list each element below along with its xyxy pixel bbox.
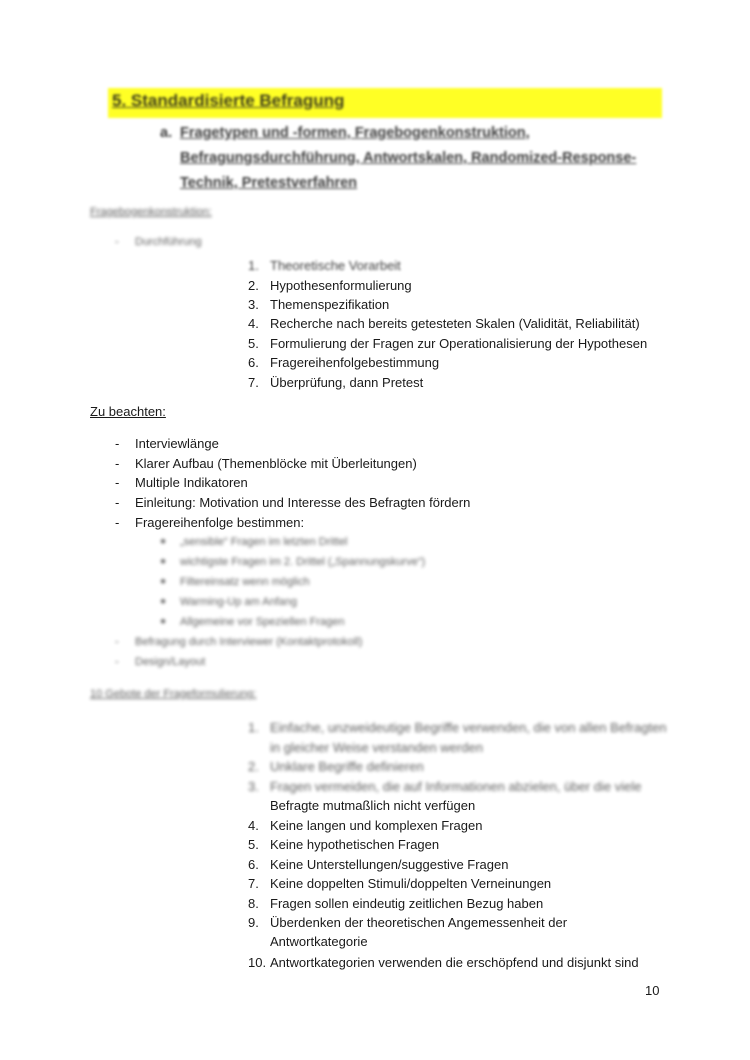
gebot-text: in gleicher Weise verstanden werden bbox=[270, 740, 483, 755]
step-text: Überprüfung, dann Pretest bbox=[270, 375, 424, 390]
dash-marker: - bbox=[115, 236, 119, 248]
bullet-marker: ● bbox=[160, 596, 167, 607]
step-number: 2. bbox=[248, 278, 259, 293]
beachten-item-text: Fragereihenfolge bestimmen: bbox=[135, 515, 305, 530]
step-text: Formulierung der Fragen zur Operationalisierung der Hypothesen bbox=[270, 336, 648, 351]
gebot-text: Fragen sollen eindeutig zeitlichen Bezug haben bbox=[270, 896, 544, 911]
step-text: Recherche nach bereits getesteten Skalen (Validität, Reliabilität) bbox=[270, 316, 640, 331]
gebot-number: 5. bbox=[248, 837, 259, 852]
gebot-number: 8. bbox=[248, 896, 259, 911]
dash-marker: - bbox=[115, 436, 120, 451]
gebot-number: 10. bbox=[248, 955, 267, 970]
step-number: 3. bbox=[248, 297, 259, 312]
gebot-number: 7. bbox=[248, 876, 259, 891]
gebote-label: 10 Gebote der Frageformulierung: bbox=[90, 688, 257, 700]
gebot-text: Keine langen und komplexen Fragen bbox=[270, 818, 483, 833]
heading-number: 5. bbox=[112, 91, 127, 110]
gebot-number: 9. bbox=[248, 915, 259, 930]
dash-marker: - bbox=[115, 456, 120, 471]
bullet-marker: ● bbox=[160, 536, 167, 547]
gebot-text: Überdenken der theoretischen Angemessenheit der bbox=[270, 915, 568, 930]
dash-marker: - bbox=[115, 515, 120, 530]
beachten-item-text: Einleitung: Motivation und Interesse des Befragten fördern bbox=[135, 495, 471, 510]
gebot-number: 3. bbox=[248, 779, 259, 794]
beachten-subitem-text: wichtigste Fragen im 2. Drittel („Spannungskurve“) bbox=[180, 556, 426, 568]
dash-marker: - bbox=[115, 495, 120, 510]
step-text: Themenspezifikation bbox=[270, 297, 390, 312]
page-number: 10 bbox=[645, 983, 660, 998]
dash-marker: - bbox=[115, 475, 120, 490]
fragebogen-label: Fragebogenkonstruktion: bbox=[90, 206, 212, 218]
beachten-subitem-text: Filtereinsatz wenn möglich bbox=[180, 576, 310, 588]
gebot-number: 6. bbox=[248, 857, 259, 872]
beachten-more-text: Design/Layout bbox=[135, 656, 206, 668]
subheading-text: Fragetypen und -formen, Fragebogenkonstruktion, Befragungsdurchführung, Antwortskalen, Randomized-Response-Technik, Pretestverfahren bbox=[180, 125, 637, 191]
dash-marker: - bbox=[115, 656, 119, 668]
beachten-subitem-text: Allgemeine vor Speziellen Fragen bbox=[180, 616, 345, 628]
beachten-label: Zu beachten: bbox=[90, 404, 166, 419]
step-number: 7. bbox=[248, 375, 259, 390]
dash-marker: - bbox=[115, 636, 119, 648]
step-text: Theoretische Vorarbeit bbox=[270, 258, 401, 273]
step-number: 6. bbox=[248, 355, 259, 370]
subheading bbox=[160, 121, 660, 196]
subheading-letter: a. bbox=[160, 125, 173, 141]
gebot-text: Unklare Begriffe definieren bbox=[270, 759, 424, 774]
gebot-text: Antwortkategorien verwenden die erschöpfend und disjunkt sind bbox=[270, 955, 639, 970]
durchfuehrung-label: Durchführung bbox=[135, 236, 202, 248]
gebot-number: 4. bbox=[248, 818, 259, 833]
step-number: 4. bbox=[248, 316, 259, 331]
beachten-more-text: Befragung durch Interviewer (Kontaktprotokoll) bbox=[135, 636, 363, 648]
step-text: Hypothesenformulierung bbox=[270, 278, 412, 293]
gebot-number: 1. bbox=[248, 720, 259, 735]
gebot-text: Keine Unterstellungen/suggestive Fragen bbox=[270, 857, 509, 872]
gebot-text: Antwortkategorie bbox=[270, 934, 368, 949]
gebot-text: Einfache, unzweideutige Begriffe verwenden, die von allen Befragten bbox=[270, 720, 667, 735]
step-number: 5. bbox=[248, 336, 259, 351]
beachten-item-text: Interviewlänge bbox=[135, 436, 219, 451]
beachten-item-text: Klarer Aufbau (Themenblöcke mit Überleitungen) bbox=[135, 456, 417, 471]
gebot-number: 2. bbox=[248, 759, 259, 774]
gebot-text: Fragen vermeiden, die auf Informationen abzielen, über die viele bbox=[270, 779, 642, 794]
bullet-marker: ● bbox=[160, 576, 167, 587]
gebot-text: Keine hypothetischen Fragen bbox=[270, 837, 440, 852]
step-number: 1. bbox=[248, 258, 259, 273]
beachten-subitem-text: Warming-Up am Anfang bbox=[180, 596, 297, 608]
bullet-marker: ● bbox=[160, 556, 167, 567]
section-heading bbox=[112, 91, 344, 111]
bullet-marker: ● bbox=[160, 616, 167, 627]
heading-title: Standardisierte Befragung bbox=[130, 91, 345, 110]
gebot-text: Befragte mutmaßlich nicht verfügen bbox=[270, 798, 476, 813]
beachten-item-text: Multiple Indikatoren bbox=[135, 475, 248, 490]
gebot-text: Keine doppelten Stimuli/doppelten Verneinungen bbox=[270, 876, 552, 891]
beachten-subitem-text: „sensible“ Fragen im letzten Drittel bbox=[180, 536, 348, 548]
step-text: Fragereihenfolgebestimmung bbox=[270, 355, 440, 370]
